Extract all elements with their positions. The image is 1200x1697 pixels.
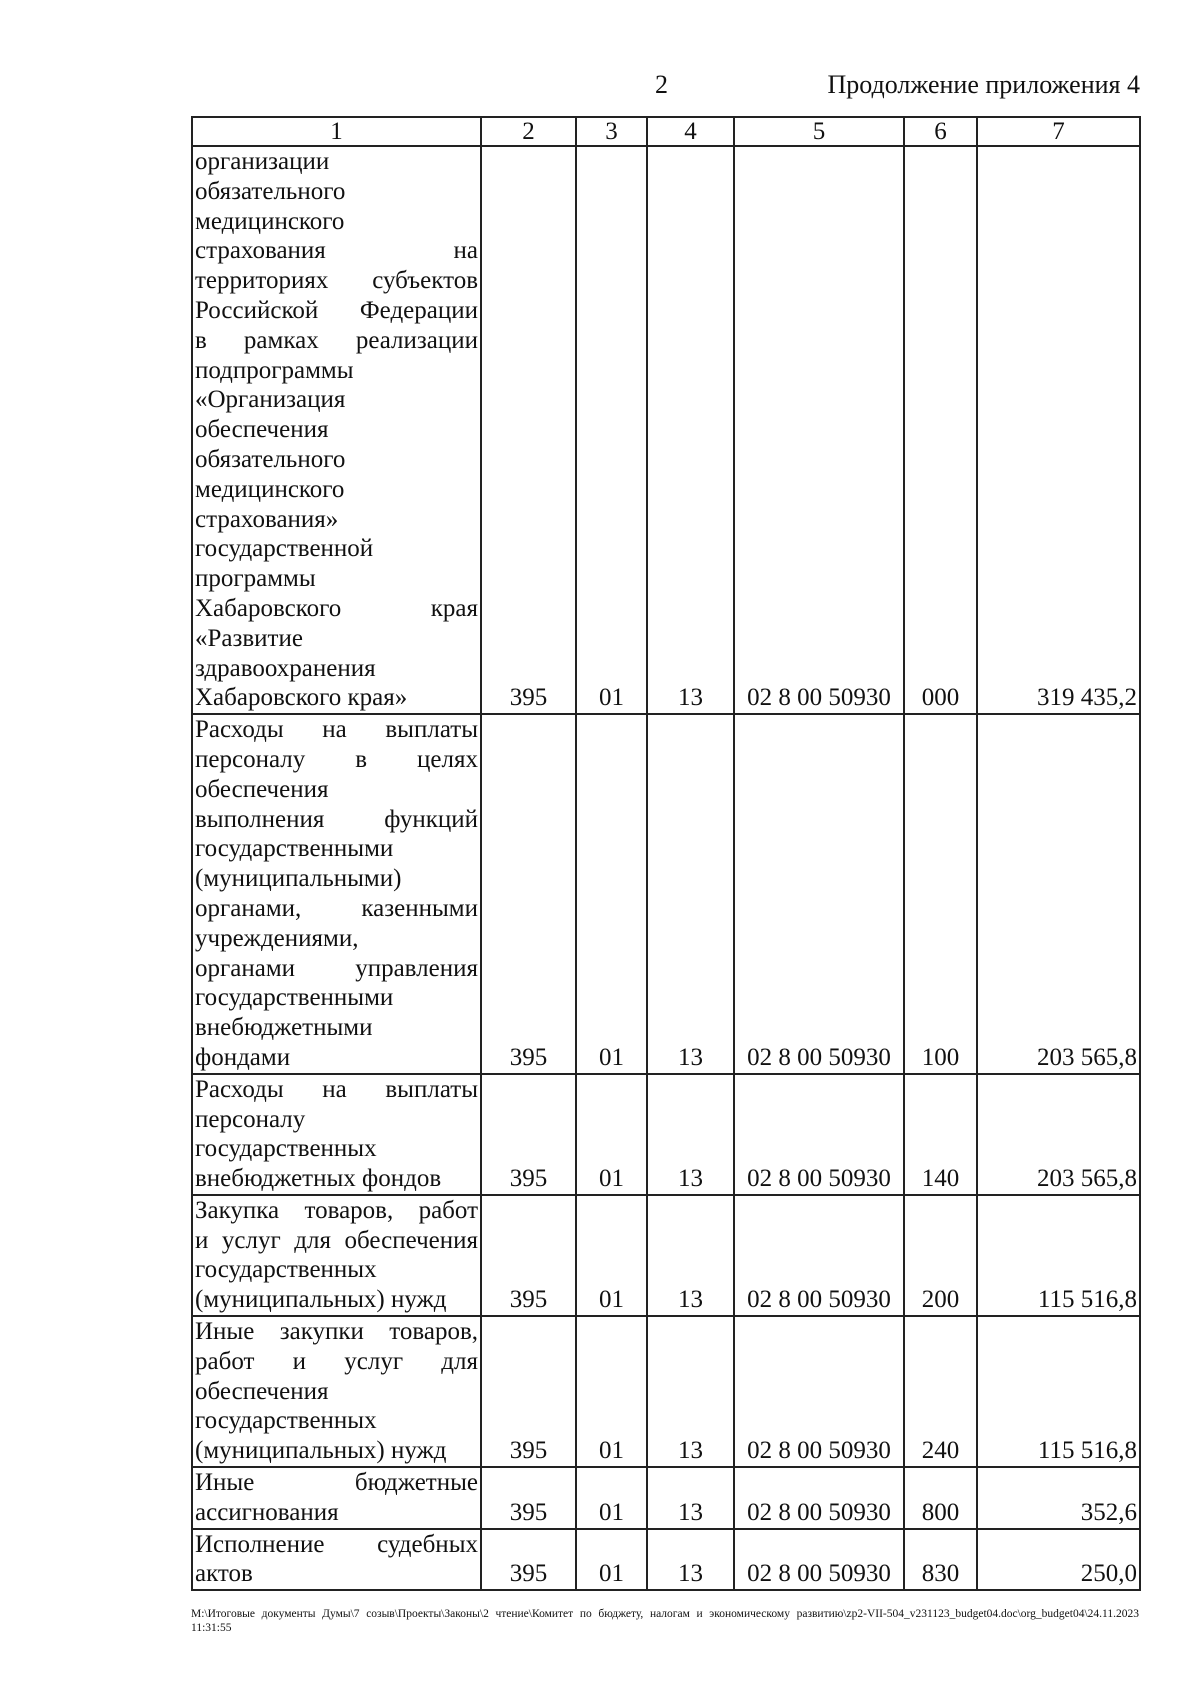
description-line: государственными (195, 835, 394, 863)
code-expense-type: 800 (904, 1467, 977, 1529)
table-row (192, 1074, 1140, 1195)
row-description (192, 1529, 481, 1591)
description-line: территориях субъектов (195, 267, 478, 295)
code-ministry: 395 (481, 146, 576, 714)
description-line: обеспечения (195, 416, 329, 444)
code-section: 01 (576, 714, 647, 1074)
code-target-article: 02 8 00 50930 (734, 1074, 904, 1195)
code-target-article: 02 8 00 50930 (734, 1316, 904, 1467)
code-section: 01 (576, 1529, 647, 1591)
description-line: Закупка товаров, работ (195, 1196, 478, 1224)
code-target-article: 02 8 00 50930 (734, 1195, 904, 1316)
table-row (192, 1195, 1140, 1316)
code-ministry: 395 (481, 1529, 576, 1591)
code-section: 01 (576, 1467, 647, 1529)
amount: 319 435,2 (977, 146, 1140, 714)
description-line: персоналу в целях (195, 745, 478, 773)
description-line: органами управления (195, 954, 478, 982)
column-header: 6 (904, 117, 977, 146)
description-line: Хабаровского края» (195, 684, 408, 712)
description-line: Хабаровского края (195, 594, 478, 622)
description-line: Российской Федерации (195, 296, 478, 324)
description-line: здравоохранения (195, 654, 376, 682)
code-ministry: 395 (481, 714, 576, 1074)
amount: 352,6 (977, 1467, 1140, 1529)
table-row (192, 146, 1140, 714)
document-path-footer: M:\Итоговые документы Думы\7 созыв\Проекты\Законы\2 чтение\Комитет по бюджету, налогам и экономическому развитию\zp2-VII-504_v231123_budget04.doc\org_budget04\24.11.2023 11:31:55 (191, 1608, 1139, 1634)
description-line: «Организация (195, 386, 346, 414)
description-line: государственных (195, 1256, 377, 1284)
code-ministry: 395 (481, 1195, 576, 1316)
description-line: обеспечения (195, 775, 329, 803)
row-description (192, 1195, 481, 1316)
page-number: 2 (655, 70, 668, 99)
description-line: (муниципальных) нужд (195, 1286, 447, 1314)
column-header: 2 (481, 117, 576, 146)
code-ministry: 395 (481, 1074, 576, 1195)
code-ministry: 395 (481, 1467, 576, 1529)
description-line: Расходы на выплаты (195, 1075, 478, 1103)
table-row (192, 1316, 1140, 1467)
table-row (192, 714, 1140, 1074)
code-target-article: 02 8 00 50930 (734, 1529, 904, 1591)
description-line: Исполнение судебных (195, 1530, 478, 1558)
amount: 115 516,8 (977, 1195, 1140, 1316)
column-header: 7 (977, 117, 1140, 146)
table-row (192, 1467, 1140, 1529)
code-subsection: 13 (647, 1529, 734, 1591)
description-line: Расходы на выплаты (195, 716, 478, 744)
description-line: ассигнования (195, 1498, 339, 1526)
code-section: 01 (576, 146, 647, 714)
description-line: выполнения функций (195, 805, 478, 833)
code-expense-type: 100 (904, 714, 977, 1074)
code-expense-type: 200 (904, 1195, 977, 1316)
row-description (192, 1316, 481, 1467)
code-expense-type: 000 (904, 146, 977, 714)
description-line: государственной (195, 535, 374, 563)
amount: 203 565,8 (977, 1074, 1140, 1195)
description-line: и услуг для обеспечения (195, 1226, 478, 1254)
description-line: страхования» (195, 505, 339, 533)
code-target-article: 02 8 00 50930 (734, 146, 904, 714)
table-row (192, 1529, 1140, 1591)
code-subsection: 13 (647, 1316, 734, 1467)
code-expense-type: 140 (904, 1074, 977, 1195)
description-line: обязательного (195, 177, 346, 205)
code-subsection: 13 (647, 1195, 734, 1316)
column-header: 3 (576, 117, 647, 146)
column-header: 5 (734, 117, 904, 146)
budget-table (191, 116, 1141, 1591)
description-line: программы (195, 565, 316, 593)
amount: 115 516,8 (977, 1316, 1140, 1467)
description-line: внебюджетных фондов (195, 1165, 442, 1193)
code-section: 01 (576, 1316, 647, 1467)
code-subsection: 13 (647, 1467, 734, 1529)
description-line: страхования на (195, 237, 478, 265)
description-line: медицинского (195, 207, 345, 235)
description-line: учреждениями, (195, 924, 359, 952)
description-line: (муниципальными) (195, 865, 402, 893)
description-line: государственных (195, 1407, 377, 1435)
column-header: 4 (647, 117, 734, 146)
code-section: 01 (576, 1195, 647, 1316)
description-line: обязательного (195, 445, 346, 473)
description-line: медицинского (195, 475, 345, 503)
description-line: (муниципальных) нужд (195, 1437, 447, 1465)
code-expense-type: 830 (904, 1529, 977, 1591)
row-description (192, 1467, 481, 1529)
description-line: обеспечения (195, 1377, 329, 1405)
row-description (192, 1074, 481, 1195)
code-target-article: 02 8 00 50930 (734, 714, 904, 1074)
description-line: фондами (195, 1043, 291, 1071)
description-line: Иные закупки товаров, (195, 1318, 478, 1346)
code-section: 01 (576, 1074, 647, 1195)
description-line: подпрограммы (195, 356, 354, 384)
description-line: органами, казенными (195, 894, 478, 922)
amount: 203 565,8 (977, 714, 1140, 1074)
description-line: государственных (195, 1135, 377, 1163)
description-line: организации (195, 148, 330, 175)
description-line: актов (195, 1560, 253, 1588)
description-line: персоналу (195, 1105, 306, 1133)
description-line: работ и услуг для (195, 1347, 478, 1375)
amount: 250,0 (977, 1529, 1140, 1591)
table-header-row (192, 117, 1140, 146)
description-line: Иные бюджетные (195, 1469, 478, 1497)
description-line: в рамках реализации (195, 326, 478, 354)
continuation-label: Продолжение приложения 4 (827, 70, 1140, 99)
code-ministry: 395 (481, 1316, 576, 1467)
description-line: «Развитие (195, 624, 303, 652)
row-description (192, 146, 481, 714)
row-description (192, 714, 481, 1074)
description-line: государственными (195, 984, 394, 1012)
code-subsection: 13 (647, 1074, 734, 1195)
description-line: внебюджетными (195, 1014, 373, 1042)
code-subsection: 13 (647, 146, 734, 714)
column-header: 1 (192, 117, 481, 146)
code-subsection: 13 (647, 714, 734, 1074)
code-target-article: 02 8 00 50930 (734, 1467, 904, 1529)
code-expense-type: 240 (904, 1316, 977, 1467)
